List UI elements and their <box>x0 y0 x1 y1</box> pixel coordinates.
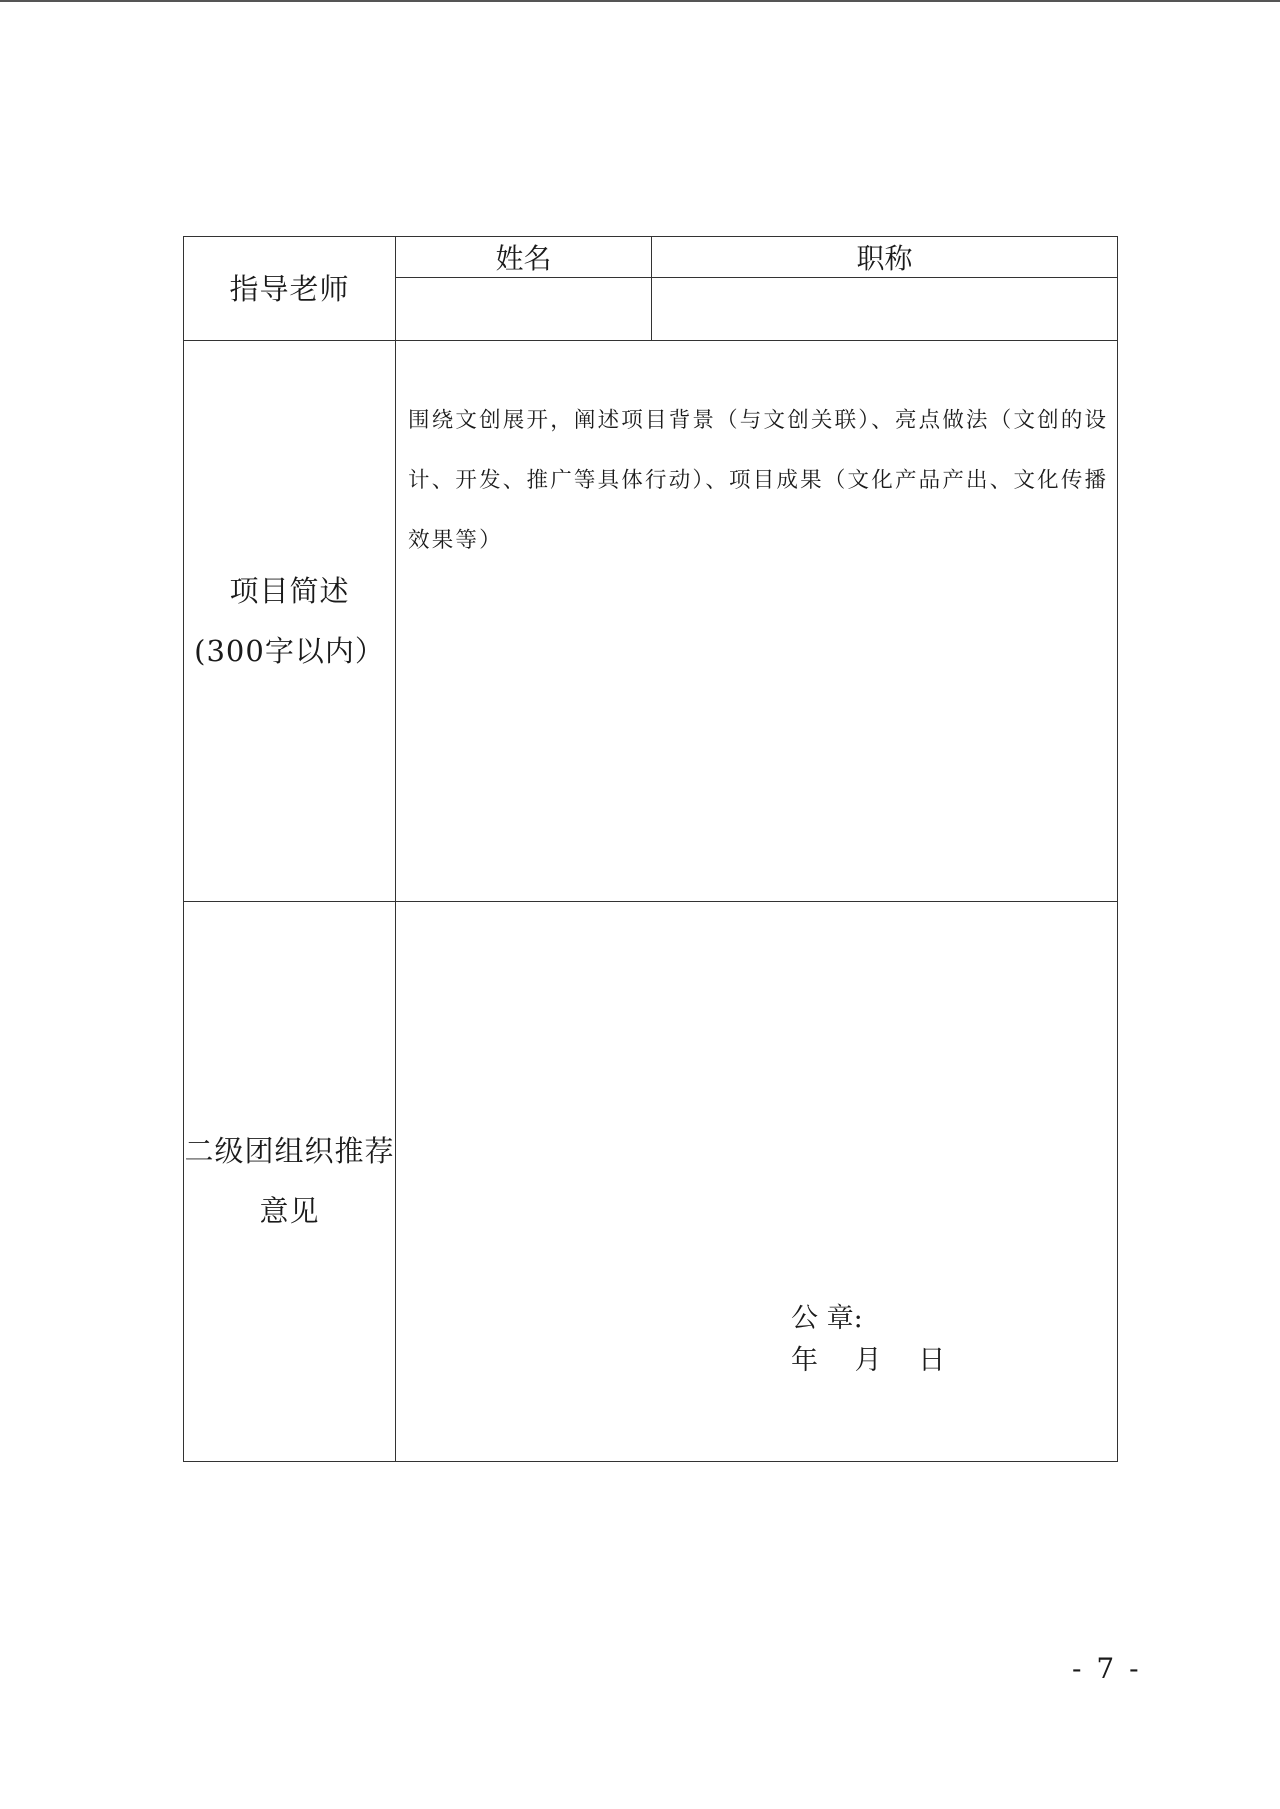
seal-label: 公 章: <box>791 1302 863 1334</box>
advisor-title-header: 职称 <box>652 237 1118 278</box>
project-summary-label-line2: (300字以内） <box>194 633 385 668</box>
advisor-name-field[interactable] <box>396 278 652 341</box>
recommendation-label <box>184 901 396 1461</box>
project-summary-row <box>184 341 1118 901</box>
advisor-header-row <box>184 237 1118 278</box>
advisor-title-field[interactable] <box>652 278 1118 341</box>
application-form-table <box>183 236 1118 1462</box>
advisor-label: 指导老师 <box>184 237 396 341</box>
recommendation-label-line1: 二级团组织推荐 <box>184 1134 395 1169</box>
project-summary-label-line1: 项目简述 <box>229 573 350 608</box>
project-summary-label <box>184 341 396 901</box>
day-label: 日 <box>918 1344 946 1376</box>
recommendation-row <box>184 901 1118 1461</box>
project-summary-field[interactable] <box>396 341 1118 901</box>
recommendation-field[interactable] <box>396 901 1118 1461</box>
recommendation-label-line2: 意见 <box>259 1194 320 1229</box>
page-number: - 7 - <box>1072 1652 1142 1685</box>
project-summary-instructions: 围绕文创展开，阐述项目背景（与文创关联）、亮点做法（文创的设计、开发、推广等具体行动）、项目成果（文化产品产出、文化传播效果等） <box>408 408 1109 554</box>
year-label: 年 <box>791 1344 818 1376</box>
seal-and-date-block <box>791 1298 973 1382</box>
date-line <box>791 1340 973 1382</box>
advisor-name-header: 姓名 <box>396 237 652 278</box>
scan-top-edge <box>0 0 1280 2</box>
month-label: 月 <box>854 1344 882 1376</box>
